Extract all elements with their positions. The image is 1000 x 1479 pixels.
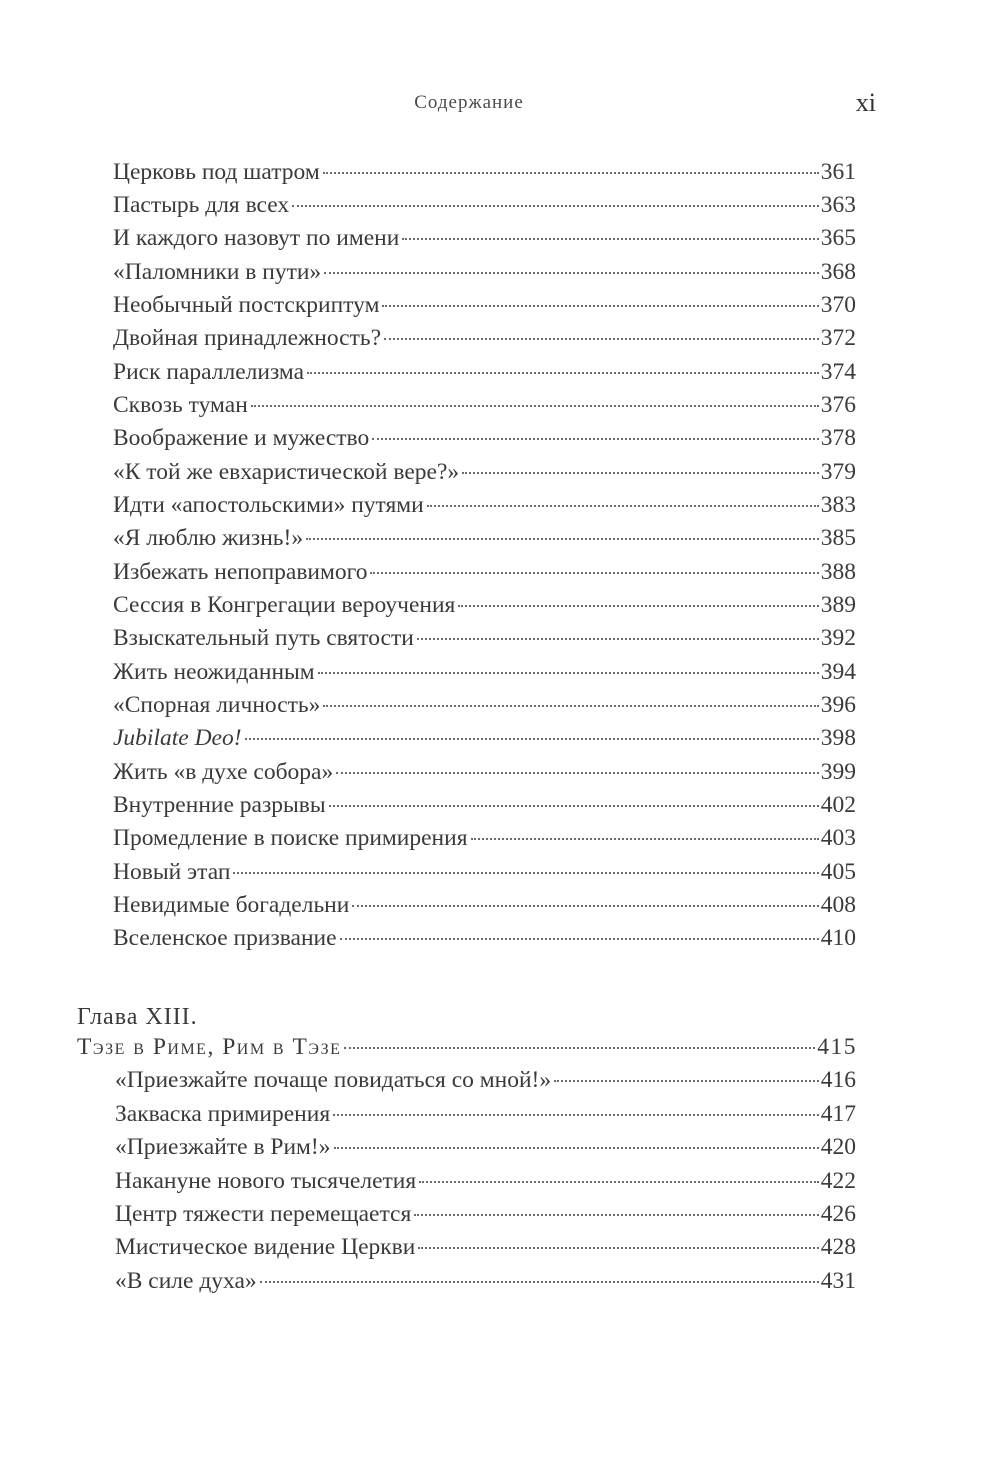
section-title: Центр тяжести перемещается <box>115 1201 412 1227</box>
section-entry <box>115 1164 856 1198</box>
section-entry <box>115 1063 856 1097</box>
toc-entry-page: 379 <box>820 459 856 485</box>
toc-entry <box>113 821 856 855</box>
section-page: 417 <box>820 1101 856 1127</box>
dot-leader <box>382 305 818 307</box>
section-page: 416 <box>820 1067 856 1093</box>
toc-entry <box>113 888 856 922</box>
dot-leader <box>260 1281 819 1283</box>
toc-entry-page: 372 <box>820 325 856 351</box>
chapter-title: Тэзе в Риме, Рим в Тэзе <box>77 1034 342 1060</box>
toc-entry-page: 403 <box>820 825 856 851</box>
toc-entry <box>113 188 856 222</box>
toc-entry <box>113 288 856 322</box>
toc-entry-page: 368 <box>820 259 856 285</box>
toc-entry-title: Сквозь туман <box>113 392 248 418</box>
section-title: Мистическое видение Церкви <box>115 1234 416 1260</box>
page-number: xi <box>855 88 876 117</box>
toc-entry-page: 363 <box>820 192 856 218</box>
dot-leader <box>323 172 819 174</box>
toc-entry-page: 385 <box>820 525 856 551</box>
chapter-entry <box>77 1030 857 1064</box>
toc-entry <box>113 721 856 755</box>
toc-entry <box>113 388 856 422</box>
dot-leader <box>427 505 819 507</box>
toc-entry-title: «К той же евхаристической вере?» <box>113 459 460 485</box>
dot-leader <box>334 1147 819 1149</box>
toc-entry-title: Воображение и мужество <box>113 425 370 451</box>
dot-leader <box>292 205 819 207</box>
running-title: Содержание <box>414 92 524 113</box>
dot-leader <box>462 472 819 474</box>
running-head <box>0 88 1000 118</box>
toc-entry <box>113 755 856 789</box>
dot-leader <box>329 805 819 807</box>
dot-leader <box>318 672 819 674</box>
toc-entry <box>113 488 856 522</box>
toc-entry-title: Жить «в духе собора» <box>113 759 334 785</box>
dot-leader <box>323 705 818 707</box>
dot-leader <box>554 1080 819 1082</box>
toc-entry-page: 405 <box>820 859 856 885</box>
toc-entry-page: 399 <box>820 759 856 785</box>
toc-entry-page: 376 <box>820 392 856 418</box>
dot-leader <box>471 838 819 840</box>
toc-entry-page: 398 <box>820 725 856 751</box>
toc-entry <box>113 788 856 822</box>
toc-entry-title: Пастырь для всех <box>113 192 290 218</box>
dot-leader <box>419 1181 819 1183</box>
toc-entry <box>113 621 856 655</box>
dot-leader <box>233 872 818 874</box>
toc-entry-title: Риск параллелизма <box>113 359 305 385</box>
toc-entry-title: Вселенское призвание <box>113 925 337 951</box>
dot-leader <box>414 1214 818 1216</box>
toc-entry <box>113 555 856 589</box>
dot-leader <box>340 938 819 940</box>
toc-entry-page: 402 <box>820 792 856 818</box>
section-page: 428 <box>820 1234 856 1260</box>
toc-entry-title: Избежать непоправимого <box>113 559 368 585</box>
dot-leader <box>336 772 819 774</box>
dot-leader <box>333 1114 819 1116</box>
section-title: Закваска примирения <box>115 1101 331 1127</box>
section-page: 426 <box>820 1201 856 1227</box>
dot-leader <box>324 272 819 274</box>
section-page: 431 <box>820 1268 856 1294</box>
toc-entry-title: Невидимые богадельни <box>113 892 350 918</box>
toc-entry <box>113 855 856 889</box>
toc-entry <box>113 588 856 622</box>
dot-leader <box>402 238 818 240</box>
toc-entry-page: 410 <box>820 925 856 951</box>
toc-entry <box>113 688 856 722</box>
toc-entry <box>113 921 856 955</box>
section-entry <box>115 1264 856 1298</box>
section-page: 422 <box>820 1168 856 1194</box>
toc-entry-title: Церковь под шатром <box>113 159 320 185</box>
toc-entry-title: Jubilate Deo! <box>113 725 242 751</box>
toc-entry-title: Жить неожиданным <box>113 659 315 685</box>
section-page: 420 <box>820 1134 856 1160</box>
toc-entry-title: Новый этап <box>113 859 231 885</box>
toc-entry-page: 392 <box>820 625 856 651</box>
dot-leader <box>370 572 818 574</box>
section-title: «Приезжайте почаще повидаться со мной!» <box>115 1067 552 1093</box>
toc-entry-title: Взыскательный путь святости <box>113 625 414 651</box>
dot-leader <box>384 338 819 340</box>
toc-entry <box>113 421 856 455</box>
toc-entry-page: 361 <box>820 159 856 185</box>
dot-leader <box>352 905 818 907</box>
dot-leader <box>418 1247 818 1249</box>
toc-entry-page: 388 <box>820 559 856 585</box>
toc-entry <box>113 155 856 189</box>
toc-entry <box>113 455 856 489</box>
toc-entry-title: И каждого назовут по имени <box>113 225 400 251</box>
toc-entry-page: 389 <box>820 592 856 618</box>
toc-entry-page: 396 <box>820 692 856 718</box>
toc-entry-page: 378 <box>820 425 856 451</box>
toc-entry <box>113 521 856 555</box>
toc-entry-page: 370 <box>820 292 856 318</box>
toc-entry-title: Двойная принадлежность? <box>113 325 382 351</box>
dot-leader <box>417 638 819 640</box>
toc-entry <box>113 655 856 689</box>
toc-entry-title: Внутренние разрывы <box>113 792 326 818</box>
toc-entry <box>113 255 856 289</box>
toc-entry-title: Сессия в Конгрегации вероучения <box>113 592 456 618</box>
chapter-label: Глава XIII. <box>77 1004 198 1030</box>
toc-entry-title: «Спорная личность» <box>113 692 321 718</box>
toc-entry-title: Идти «апостольскими» путями <box>113 492 424 518</box>
toc-entry-page: 374 <box>820 359 856 385</box>
dot-leader <box>458 605 818 607</box>
dot-leader <box>306 538 819 540</box>
section-title: «Приезжайте в Рим!» <box>115 1134 331 1160</box>
toc-entry-title: «Я люблю жизнь!» <box>113 525 304 551</box>
dot-leader <box>307 372 819 374</box>
toc-entry-page: 365 <box>820 225 856 251</box>
chapter-page: 415 <box>817 1034 857 1060</box>
section-entry <box>115 1097 856 1131</box>
section-title: «В силе духа» <box>115 1268 257 1294</box>
toc-entry <box>113 355 856 389</box>
dot-leader <box>344 1047 815 1049</box>
toc-entry-title: Необычный постскриптум <box>113 292 380 318</box>
section-entry <box>115 1197 856 1231</box>
toc-entry-title: Промедление в поиске примирения <box>113 825 468 851</box>
dot-leader <box>251 405 819 407</box>
dot-leader <box>372 438 819 440</box>
section-title: Накануне нового тысячелетия <box>115 1168 417 1194</box>
toc-entry-page: 408 <box>820 892 856 918</box>
section-entry <box>115 1230 856 1264</box>
toc-entry-page: 383 <box>820 492 856 518</box>
toc-entry-page: 394 <box>820 659 856 685</box>
toc-entry <box>113 321 856 355</box>
section-entry <box>115 1130 856 1164</box>
dot-leader <box>245 738 819 740</box>
toc-entry-title: «Паломники в пути» <box>113 259 322 285</box>
toc-entry <box>113 221 856 255</box>
